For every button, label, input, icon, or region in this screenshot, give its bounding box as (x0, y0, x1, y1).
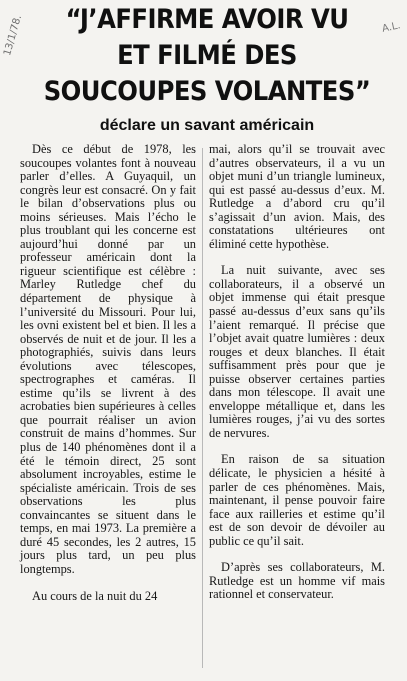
paragraph: La nuit suivante, avec ses collaborateurs, il a observé un objet immense qui était presque passé au-dessus d’eux sans qu’ils l’aient remarqué. Il précise que l’objet avait quatre lumières : deux rouges et deux blanches. Il était suffisamment près pour que je puisse observer certaines parties dans mon télescope. Il avait une enveloppe métallique et, dans les lumières rouges, j’ai vu des sortes de nervures. (209, 263, 385, 440)
paragraph: En raison de sa situation délicate, le physicien a hésité à parler de ces phénomènes. Mais, maintenant, il pense pouvoir faire face aux railleries et estime qu’il est de son devoir de dévoiler au public ce qu’il sait. (209, 452, 385, 548)
headline-line-3: SOUCOUPES VOLANTES” (43, 76, 371, 107)
article-column-left (20, 143, 196, 603)
handwritten-date: 13/1/78. (2, 13, 25, 58)
paragraph: Dès ce début de 1978, les soucoupes volantes font à nouveau parler d’elles. A Guyaquil, un congrès leur est consacré. On y fait le bilan d’observations plus ou moins sérieuses. Mais l’écho le plus troublant qui les concerne est aujourd’hui donné par un professeur américain dont la rigueur scientifique est célèbre : Marley Rutledge chef du département de physique à l’université du Missouri. Pour lui, les ovni existent bel et bien. Il les a observés de nuit et de jour. Il les a photographiés, suivis dans leurs évolutions avec télescopes, spectrographes et caméras. Il estime qu’ils se livrent à des acrobaties bien supérieures à celles que pourrait réaliser un avion construit de mains d’hommes. Sur plus de 140 phénomènes dont il a été le témoin direct, 25 sont absolument incroyables, estime le spécialiste américain. Trois de ses observations les plus convaincantes se situent dans le temps, en mai 1973. La première a duré 45 secondes, les 2 autres, 15 jours plus tard, un peu plus longtemps. (20, 142, 196, 576)
article-subheadline: déclare un savant américain (99, 117, 315, 134)
paragraph: D’après ses collaborateurs, M. Rutledge est un homme vif mais rationnel et conservateur. (209, 560, 385, 602)
article-column-right (209, 143, 385, 602)
handwritten-initials: A.L. (381, 20, 402, 35)
article-headline (22, 2, 392, 110)
paragraph: mai, alors qu’il se trouvait avec d’autres observateurs, il a vu un objet muni d’un triangle lumineux, qui est passé au-dessus d’eux. M. Rutledge a d’abord cru qu’il s’agissait d’un avion. Mais, des constatations ultérieures ont éliminé cette hypothèse. (209, 142, 385, 251)
headline-line-1: “J’AFFIRME AVOIR VU (65, 4, 349, 35)
column-divider (202, 148, 203, 668)
paragraph: Au cours de la nuit du 24 (32, 588, 158, 603)
headline-line-2: ET FILMÉ DES (117, 40, 297, 71)
